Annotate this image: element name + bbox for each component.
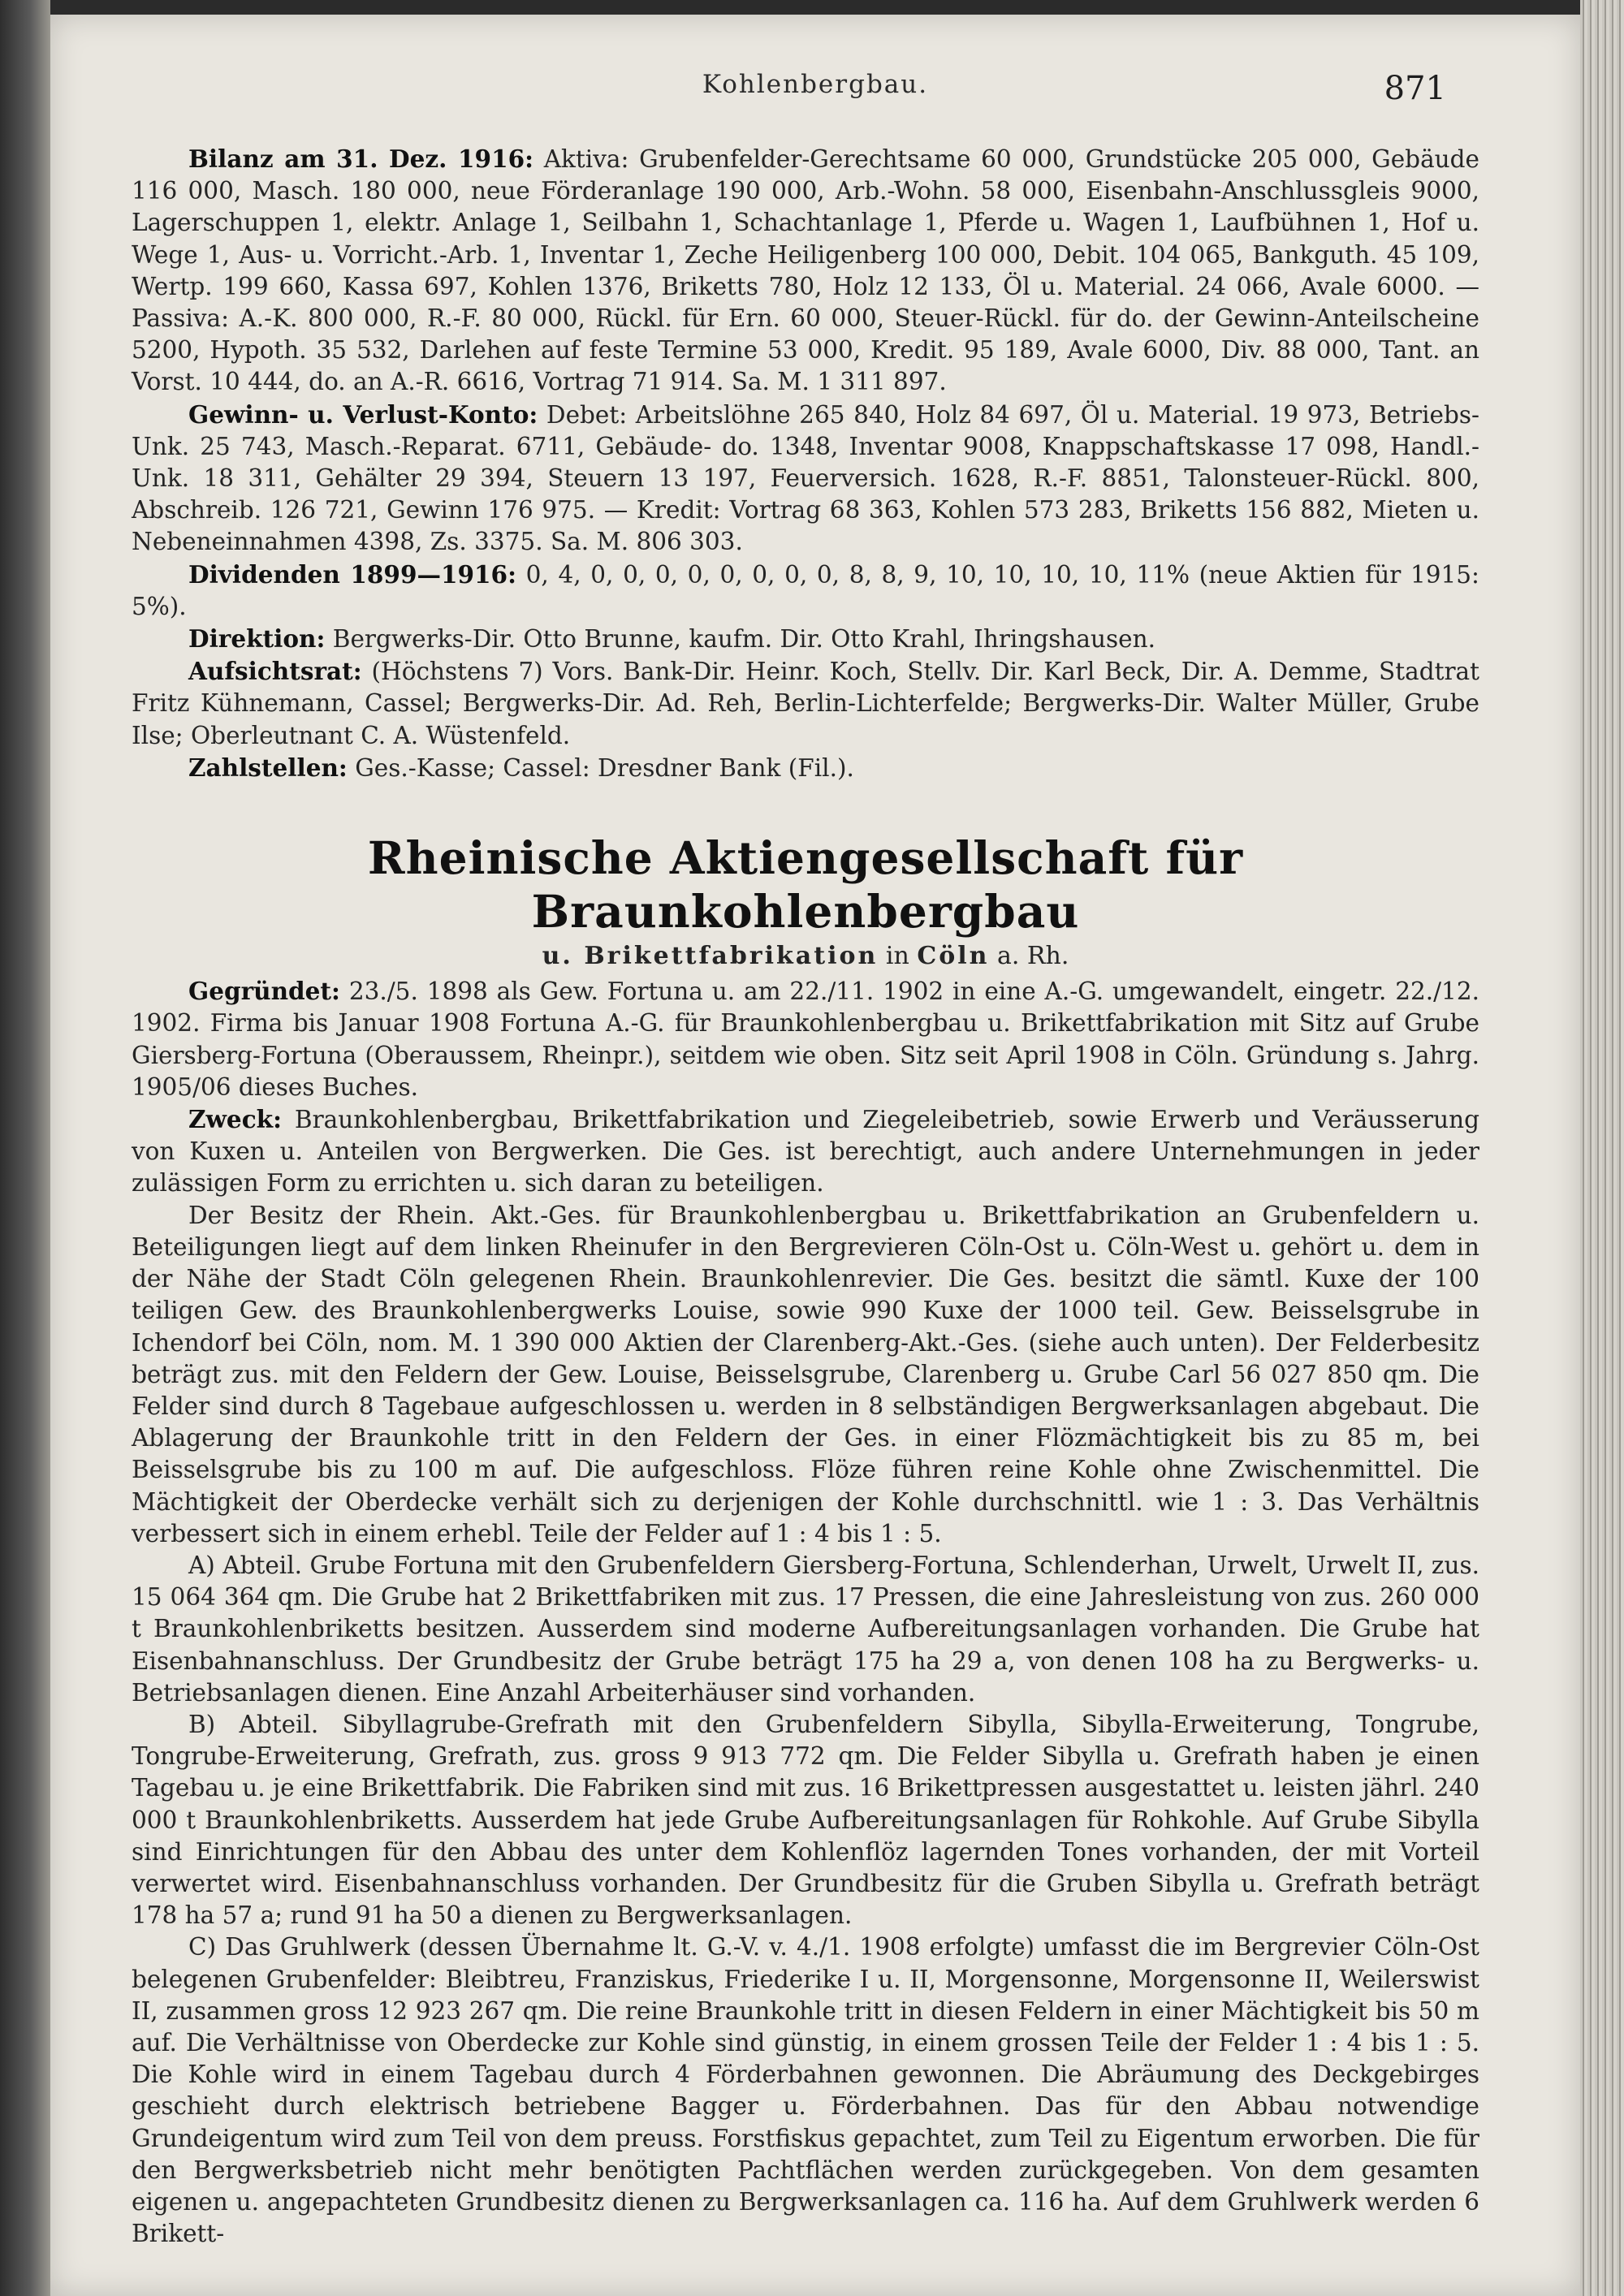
zweck-label: Zweck:	[188, 1105, 282, 1134]
direktion-label: Direktion:	[188, 624, 326, 654]
company-subtitle	[132, 940, 1479, 972]
direktion-paragraph	[132, 623, 1479, 655]
aufsichtsrat-text: (Höchstens 7) Vors. Bank-Dir. Heinr. Koch, Stellv. Dir. Karl Beck, Dir. A. Demme, Stadtrat Fritz Kühnemann, Cassel; Bergwerks-Dir. Ad. Reh, Berlin-Lichterfelde; Bergwerks-Dir. Walter Müller, Grube Ilse; Oberleutnant C. A. Wüstenfeld.	[132, 658, 1479, 749]
abteil-c-paragraph: C) Das Gruhlwerk (dessen Übernahme lt. G.-V. v. 4./1. 1908 erfolgte) umfasst die im Bergrevier Cöln-Ost belegenen Grubenfelder: Bleibtreu, Franziskus, Friederike I u. II, Morgensonne, Morgensonne II, Weilerswist II, zusammen gross 12 923 267 qm. Die reine Braunkohle tritt in diesen Feldern in einer Mächtigkeit bis 50 m auf. Die Verhältnisse von Oberdecke zur Kohle sind günstig, in einem grossen Teile der Felder 1 : 4 bis 1 : 5. Die Kohle wird in einem Tagebau durch 4 Förderbahnen gewonnen. Die Abräumung des Deckgebirges geschieht durch elektrisch betriebene Bagger u. Förderbahnen. Das für den Abbau notwendige Grundeigentum wird zum Teil von dem preuss. Forstfiskus gepachtet, zum Teil zu Eigentum erworben. Die für den Bergwerksbetrieb nicht mehr benötigten Pachtflächen werden zurückgegeben. Von dem gesamten eigenen u. angepachteten Grundbesitz dienen zu Bergwerksanlagen ca. 116 ha. Auf dem Gruhlwerk werden 6 Brikett-	[132, 1933, 1479, 2248]
page-body	[132, 143, 1479, 2250]
bilanz-paragraph	[132, 143, 1479, 399]
gegruendet-paragraph	[132, 975, 1479, 1103]
gegruendet-text: 23./5. 1898 als Gew. Fortuna u. am 22./11. 1902 in eine A.-G. umgewandelt, eingetr. 22./12. 1902. Firma bis Januar 1908 Fortuna A.-G. für Braunkohlenbergbau u. Brikettfabrikation mit Sitz auf Grube Giersberg-Fortuna (Oberaussem, Rheinpr.), seitdem wie oben. Sitz seit April 1908 in Cöln. Gründung s. Jahrg. 1905/06 dieses Buches.	[132, 978, 1479, 1101]
gewinn-label: Gewinn- u. Verlust-Konto:	[188, 399, 538, 429]
aufsichtsrat-label: Aufsichtsrat:	[188, 657, 362, 686]
scan-border-top	[0, 0, 1624, 15]
dividenden-text: 0, 4, 0, 0, 0, 0, 0, 0, 0, 0, 8, 8, 9, 10, 10, 10, 10, 11% (neue Aktien für 1915: 5%).	[132, 560, 1479, 620]
scan-border-left	[0, 0, 50, 2296]
company-subtitle-in: in	[885, 942, 909, 971]
zahlstellen-label: Zahlstellen:	[188, 753, 348, 782]
abteil-b-paragraph: B) Abteil. Sibyllagrube-Grefrath mit den Grubenfeldern Sibylla, Sibylla-Erweiterung, Tongrube, Tongrube-Erweiterung, Grefrath, zus. gross 9 913 772 qm. Die Felder Sibylla u. Grefrath haben je einen Tagebau u. je eine Brikettfabrik. Die Fabriken sind mit zus. 16 Brikettpressen ausgestattet u. leisten jährl. 240 000 t Braunkohlenbriketts. Ausserdem hat jede Grube Aufbereitungsanlagen für Rohkohle. Auf Grube Sibylla sind Einrichtungen für den Abbau des unter dem Kohlenflöz lagernden Tones vorhanden, der mit Vorteil verwertet wird. Eisenbahnanschluss vorhanden. Der Grundbesitz für die Gruben Sibylla u. Grefrath beträgt 178 ha 57 a; rund 91 ha 50 a dienen zu Bergwerksanlagen.	[132, 1710, 1479, 1930]
running-header	[50, 70, 1580, 110]
scan-border-right	[1580, 0, 1624, 2296]
book-page	[50, 15, 1580, 2296]
company-subtitle-bold: u. Brikettfabrikation	[542, 942, 879, 971]
company-subtitle-city: Cöln	[917, 942, 990, 971]
dividenden-label: Dividenden 1899—1916:	[188, 559, 516, 589]
running-title: Kohlenbergbau.	[702, 70, 929, 99]
gewinn-text: Debet: Arbeitslöhne 265 840, Holz 84 697, Öl u. Material. 19 973, Betriebs-Unk. 25 743, Masch.-Reparat. 6711, Gebäude- do. 1348, Inventar 9008, Knappschaftskasse 17 098, Handl.-Unk. 18 311, Gehälter 29 394, Steuern 13 197, Feuerversich. 1628, R.-F. 8851, Talonsteuer-Rückl. 800, Abschreib. 126 721, Gewinn 176 975. — Kredit: Vortrag 68 363, Kohlen 573 283, Briketts 156 882, Mieten u. Nebeneinnahmen 4398, Zs. 3375. Sa. M. 806 303.	[132, 400, 1479, 556]
bilanz-text: Aktiva: Grubenfelder-Gerechtsame 60 000, Grundstücke 205 000, Gebäude 116 000, Masch. 180 000, neue Förderanlage 190 000, Arb.-Wohn. 58 000, Eisenbahn-Anschlussgleis 9000, Lagerschuppen 1, elektr. Anlage 1, Seilbahn 1, Schachtanlage 1, Pferde u. Wagen 1, Laufbühnen 1, Hof u. Wege 1, Aus- u. Vorricht.-Arb. 1, Inventar 1, Zeche Heiligenberg 100 000, Debit. 104 065, Bankguth. 45 109, Wertp. 199 660, Kassa 697, Kohlen 1376, Briketts 780, Holz 12 133, Öl u. Material. 24 066, Avale 6000. — Passiva: A.-K. 800 000, R.-F. 80 000, Rückl. für Ern. 60 000, Steuer-Rückl. für do. der Gewinn-Anteilscheine 5200, Hypoth. 35 532, Darlehen auf feste Termine 53 000, Kredit. 95 189, Avale 6000, Div. 88 000, Tant. an Vorst. 10 444, do. an A.-R. 6616, Vortrag 71 914. Sa. M. 1 311 897.	[132, 145, 1479, 396]
abteil-a-paragraph: A) Abteil. Grube Fortuna mit den Grubenfeldern Giersberg-Fortuna, Schlenderhan, Urwelt, Urwelt II, zus. 15 064 364 qm. Die Grube hat 2 Brikettfabriken mit zus. 17 Pressen, die eine Jahresleistung von zus. 260 000 t Braunkohlenbriketts besitzen. Ausserdem sind moderne Aufbereitungsanlagen vorhanden. Die Grube hat Eisenbahnanschluss. Der Grundbesitz der Grube beträgt 175 ha 29 a, von denen 108 ha zu Bergwerks- u. Betriebsanlagen dienen. Eine Anzahl Arbeiterhäuser sind vorhanden.	[132, 1551, 1479, 1707]
bilanz-label: Bilanz am 31. Dez. 1916:	[188, 145, 534, 173]
gewinn-paragraph	[132, 399, 1479, 559]
zweck-paragraph	[132, 1103, 1479, 1200]
direktion-text: Bergwerks-Dir. Otto Brunne, kaufm. Dir. Otto Krahl, Ihringshausen.	[332, 625, 1155, 654]
besitz-paragraph: Der Besitz der Rhein. Akt.-Ges. für Braunkohlenbergbau u. Brikettfabrikation an Grubenfeldern u. Beteiligungen liegt auf dem linken Rheinufer in den Bergrevieren Cöln-Ost u. Cöln-West u. gehört u. dem in der Nähe der Stadt Cöln gelegenen Rhein. Braunkohlenrevier. Die Ges. besitzt die sämtl. Kuxe der 100 teiligen Gew. des Braunkohlenbergwerks Louise, sowie 990 Kuxe der 1000 teil. Gew. Beisselsgrube in Ichendorf bei Cöln, nom. M. 1 390 000 Aktien der Clarenberg-Akt.-Ges. (siehe auch unten). Der Felderbesitz beträgt zus. mit den Feldern der Gew. Louise, Beisselsgrube, Clarenberg u. Grube Carl 56 027 850 qm. Die Felder sind durch 8 Tagebaue aufgeschlossen u. werden in 8 selbständigen Bergwerksanlagen abgebaut. Die Ablagerung der Braunkohle tritt in den Feldern der Ges. in einer Flözmächtigkeit bis zu 85 m, bei Beisselsgrube bis zu 100 m auf. Die aufgeschloss. Flöze führen reine Kohle ohne Zwischenmittel. Die Mächtigkeit der Oberdecke verhält sich zu derjenigen der Kohle durchschnittl. wie 1 : 3. Das Verhältnis verbessert sich in einem erhebl. Teile der Felder auf 1 : 4 bis 1 : 5.	[132, 1201, 1479, 1547]
gegruendet-label: Gegründet:	[188, 977, 340, 1006]
zweck-text: Braunkohlenbergbau, Brikettfabrikation und Ziegeleibetrieb, sowie Erwerb und Veräusserung von Kuxen u. Anteilen von Bergwerken. Die Ges. ist berechtigt, auch andere Unternehmungen in jeder zulässigen Form zu errichten u. sich daran zu beteiligen.	[132, 1106, 1479, 1198]
company-title: Rheinische Aktiengesellschaft für Braunkohlenbergbau	[367, 831, 1244, 939]
company-subtitle-rest: a. Rh.	[996, 942, 1069, 971]
zahlstellen-text: Ges.-Kasse; Cassel: Dresdner Bank (Fil.).	[355, 753, 854, 782]
dividenden-paragraph	[132, 559, 1479, 623]
aufsichtsrat-paragraph	[132, 655, 1479, 752]
page-number: 871	[1384, 70, 1446, 107]
zahlstellen-paragraph	[132, 752, 1479, 784]
